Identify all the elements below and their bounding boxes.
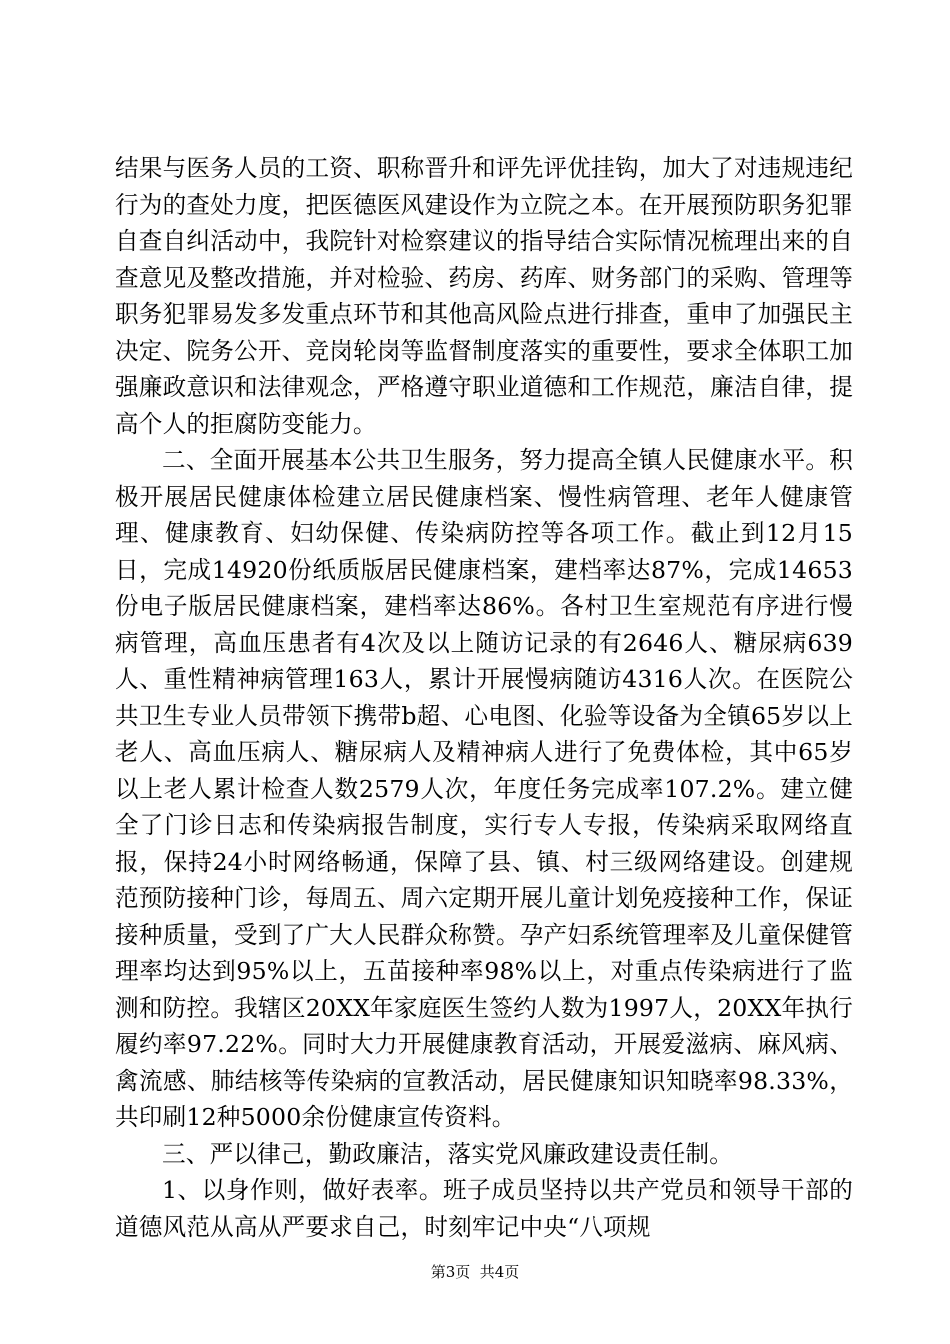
- document-body: [115, 150, 853, 1245]
- paragraph-integrity-measures: 结果与医务人员的工资、职称晋升和评先评优挂钩，加大了对违规违纪行为的查处力度，把医德医风建设作为立院之本。在开展预防职务犯罪自查自纠活动中，我院针对检察建议的指导结合实际情况梳理出来的自查意见及整改措施，并对检验、药房、药库、财务部门的采购、管理等职务犯罪易发多发重点环节和其他高风险点进行排查，重申了加强民主决定、院务公开、竞岗轮岗等监督制度落实的重要性，要求全体职工加强廉政意识和法律观念，严格遵守职业道德和工作规范，廉洁自律，提高个人的拒腐防变能力。: [115, 154, 853, 438]
- paragraph-lead-by-example: 1、以身作则，做好表率。班子成员坚持以共产党员和领导干部的道德风范从高从严要求自己，时刻牢记中央“八项规: [115, 1176, 853, 1241]
- paragraph-section-three-heading: 三、严以律己，勤政廉洁，落实党风廉政建设责任制。: [162, 1139, 734, 1168]
- paragraph-public-health-services: 二、全面开展基本公共卫生服务，努力提高全镇人民健康水平。积极开展居民健康体检建立居民健康档案、慢性病管理、老年人健康管理、健康教育、妇幼保健、传染病防控等各项工作。截止到12月15日，完成14920份纸质版居民健康档案，建档率达87%，完成14653份电子版居民健康档案，建档率达86%。各村卫生室规范有序进行慢病管理，高血压患者有4次及以上随访记录的有2646人、糖尿病639人、重性精神病管理163人，累计开展慢病随访4316人次。在医院公共卫生专业人员带领下携带b超、心电图、化验等设备为全镇65岁以上老人、高血压病人、糖尿病人及精神病人进行了免费体检，其中65岁以上老人累计检查人数2579人次，年度任务完成率107.2%。建立健全了门诊日志和传染病报告制度，实行专人专报，传染病采取网络直报，保持24小时网络畅通，保障了县、镇、村三级网络建设。创建规范预防接种门诊，每周五、周六定期开展儿童计划免疫接种工作，保证接种质量，受到了广大人民群众称赞。孕产妇系统管理率及儿童保健管理率均达到95%以上，五苗接种率98%以上，对重点传染病进行了监测和防控。我辖区20XX年家庭医生签约人数为1997人，20XX年执行履约率97.22%。同时大力开展健康教育活动，开展爱滋病、麻风病、禽流感、肺结核等传染病的宣教活动，居民健康知识知晓率98.33%，共印刷12种5000余份健康宣传资料。: [115, 446, 853, 1131]
- page-number-footer: 第3页 共4页: [430, 1263, 520, 1281]
